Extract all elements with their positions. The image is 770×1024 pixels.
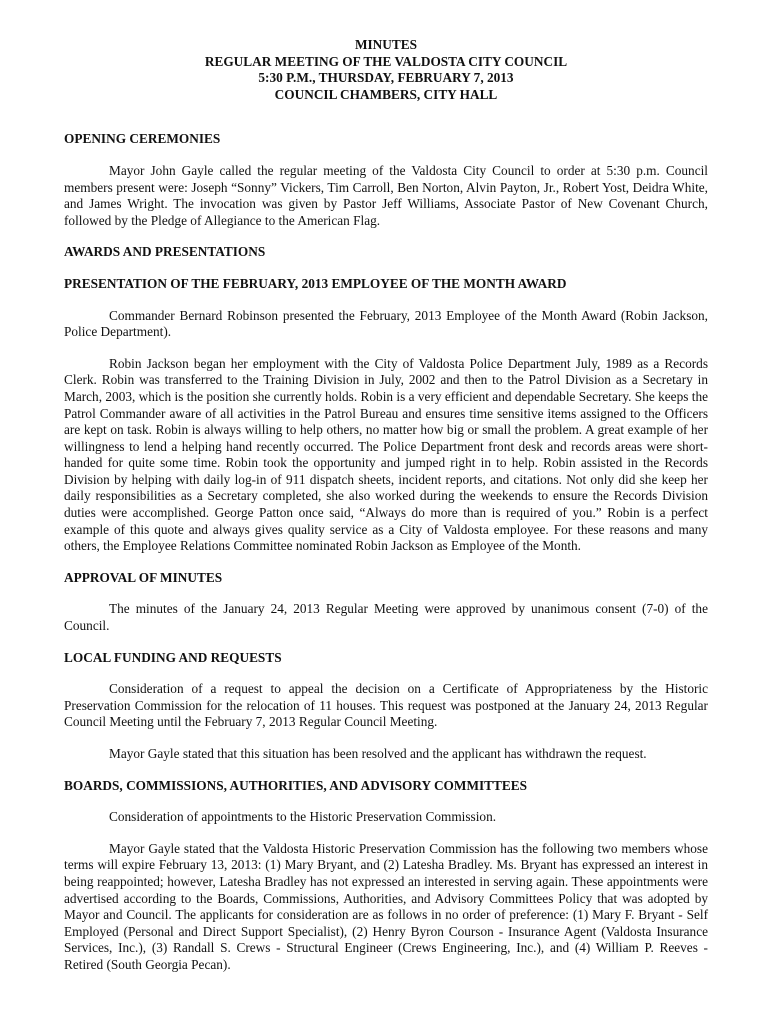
- heading-employee-award: PRESENTATION OF THE FEBRUARY, 2013 EMPLOYEE OF THE MONTH AWARD: [64, 275, 567, 291]
- paragraph-robin-jackson: Robin Jackson began her employment with the City of Valdosta Police Department July, 1989 as a Records Clerk. Robin was transferred to the Training Division in July, 2002 and then to the Patrol Division as a Secretary in March, 2003, which is the position she currently holds. Robin is a very efficient and dependable Secretary. She keeps the Patrol Commander aware of all activities in the Patrol Bureau and ensures time sensitive items assigned to the Officers are kept on task. Robin is always willing to help others, no matter how big or small the problem. A great example of her willingness to lend a helping hand recently occurred. The Police Department front desk and records areas were short-handed for quite some time. Robin took the opportunity and jumped right in to help. Robin assisted in the Records Division by helping with daily log-in of 911 dispatch sheets, incident reports, and citations. Not only did she keep her daily responsibilities as a Secretary completed, she also worked during the weekends to ensure the Records Division duties were accomplished. George Patton once said, “Always do more than is required of you.” Robin is a perfect example of this quote and always gives quality service as a City of Valdosta employee. For these reasons and many others, the Employee Relations Committee nominated Robin Jackson as Employee of the Month.: [64, 355, 708, 554]
- heading-awards: AWARDS AND PRESENTATIONS: [64, 244, 266, 260]
- title-line-location: COUNCIL CHAMBERS, CITY HALL: [274, 86, 498, 102]
- document-title: [64, 37, 708, 103]
- title-line-datetime: 5:30 P.M., THURSDAY, FEBRUARY 7, 2013: [258, 70, 514, 86]
- paragraph-minutes-approved: The minutes of the January 24, 2013 Regular Meeting were approved by unanimous consent (7-0) of the Council.: [64, 601, 708, 634]
- paragraph-appeal-request: Consideration of a request to appeal the decision on a Certificate of Appropriateness by the Historic Preservation Commission for the relocation of 11 houses. This request was postponed at the January 24, 2013 Regular Council Meeting until the February 7, 2013 Regular Council Meeting.: [64, 681, 708, 730]
- paragraph-appointments: Consideration of appointments to the Historic Preservation Commission.: [109, 809, 497, 825]
- paragraph-commission-members: Mayor Gayle stated that the Valdosta Historic Preservation Commission has the following two members whose terms will expire February 13, 2013: (1) Mary Bryant, and (2) Latesha Bradley. Ms. Bryant has expressed an interest in being reappointed; however, Latesha Bradley has not expressed an interested in serving again. These appointments were advertised according to the Boards, Commissions, Authorities, and Advisory Committees Policy that was adopted by Mayor and Council. The applicants for consideration are as follows in no order of preference: (1) Mary F. Bryant - Self Employed (Personal and Direct Support Specialist), (2) Henry Byron Courson - Insurance Agent (Valdosta Insurance Services, Inc.), (3) Randall S. Crews - Structural Engineer (Crews Engineering, Inc.), and (4) William P. Reeves - Retired (South Georgia Pecan).: [64, 840, 708, 972]
- paragraph-award-presentation: Commander Bernard Robinson presented the February, 2013 Employee of the Month Award (Robin Jackson, Police Department).: [64, 307, 708, 340]
- title-line-minutes: MINUTES: [354, 37, 418, 52]
- paragraph-opening: Mayor John Gayle called the regular meeting of the Valdosta City Council to order at 5:30 p.m. Council members present were: Joseph “Sonny” Vickers, Tim Carroll, Ben Norton, Alvin Payton, Jr., Robert Yost, Deidra White, and James Wright. The invocation was given by Pastor Jeff Williams, Associate Pastor of New Covenant Church, followed by the Pledge of Allegiance to the American Flag.: [64, 162, 708, 228]
- heading-approval-of-minutes: APPROVAL OF MINUTES: [64, 569, 223, 585]
- title-line-meeting: REGULAR MEETING OF THE VALDOSTA CITY COUNCIL: [204, 53, 568, 69]
- heading-local-funding: LOCAL FUNDING AND REQUESTS: [64, 649, 282, 665]
- heading-boards-commissions: BOARDS, COMMISSIONS, AUTHORITIES, AND ADVISORY COMMITTEES: [64, 777, 528, 793]
- document-page: [64, 37, 708, 974]
- heading-opening-ceremonies: OPENING CEREMONIES: [64, 131, 221, 147]
- paragraph-request-withdrawn: Mayor Gayle stated that this situation has been resolved and the applicant has withdrawn the request.: [109, 746, 647, 761]
